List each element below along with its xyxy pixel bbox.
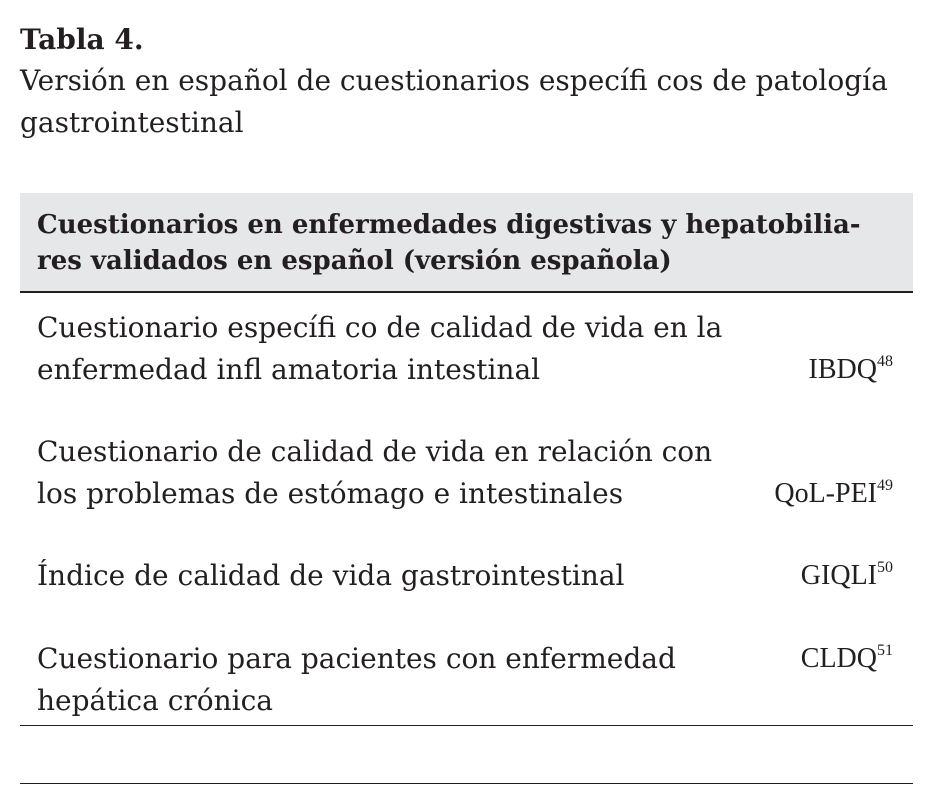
questionnaire-table: [20, 193, 913, 726]
row-description: Cuestionario de calidad de vida en relación con los problemas de estómago e intestinales: [37, 435, 713, 510]
row-abbreviation: [801, 555, 893, 597]
row-abbreviation: [774, 473, 893, 515]
abbreviation-text: CLDQ: [800, 643, 877, 674]
row-description: Índice de calidad de vida gastrointestinal: [37, 559, 625, 592]
abbreviation-text: IBDQ: [808, 354, 877, 385]
table-caption-text: Versión en español de cuestionarios específi cos de patología gastrointestinal: [20, 64, 888, 139]
table-caption: [20, 20, 920, 144]
reference-number: 51: [877, 642, 893, 659]
reference-number: 49: [877, 477, 893, 494]
table-header: [20, 193, 913, 293]
row-abbreviation: [809, 349, 893, 391]
reference-number: 50: [877, 559, 893, 576]
row-description: Cuestionario para pacientes con enfermedad hepática crónica: [37, 642, 676, 717]
row-abbreviation: [801, 638, 893, 680]
row-description: Cuestionario específi co de calidad de vida en la enfermedad infl amatoria intestinal: [37, 311, 723, 386]
reference-number: 48: [877, 353, 893, 370]
footer-rule: [20, 783, 913, 784]
abbreviation-text: QoL-PEI: [774, 478, 877, 509]
table-body: [20, 293, 913, 726]
abbreviation-text: GIQLI: [800, 560, 877, 591]
table-caption-label: Tabla 4.: [20, 23, 144, 56]
table-header-text: Cuestionarios en enfermedades digestivas y hepatobilia-res validados en español (versión española): [37, 210, 861, 276]
